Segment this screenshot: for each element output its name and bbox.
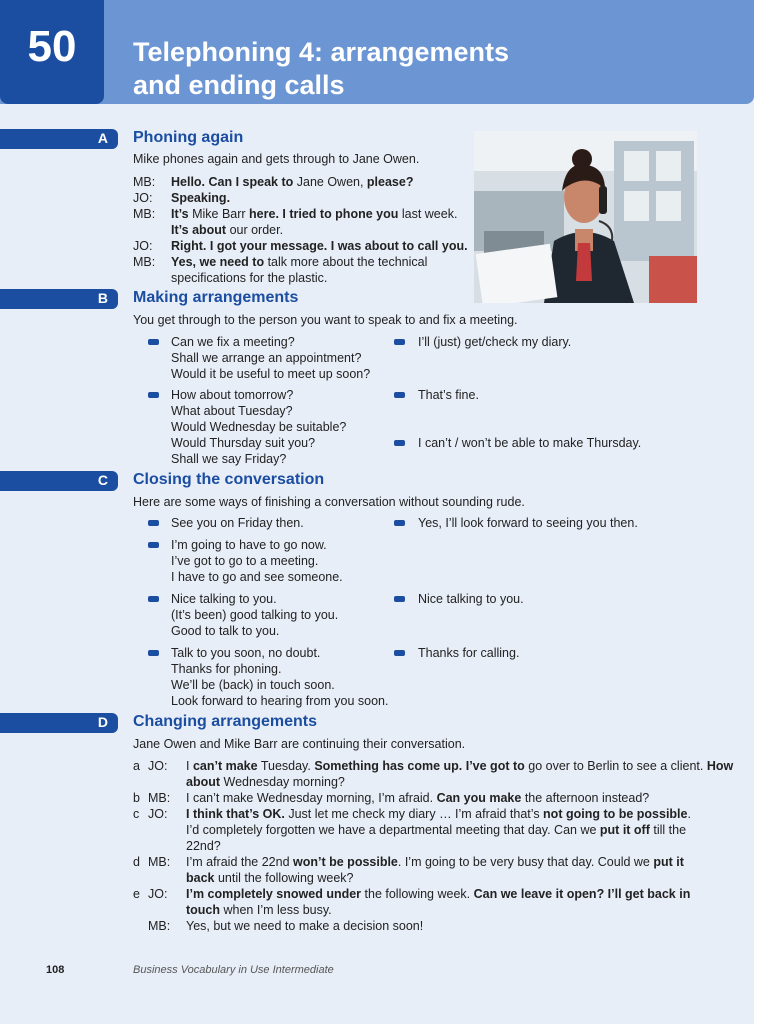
line-label: e [133, 887, 140, 901]
bullet-icon [394, 392, 405, 398]
section-d-title: Changing arrangements [133, 713, 318, 730]
phrase: Would it be useful to meet up soon? [171, 367, 371, 381]
section-b-intro: You get through to the person you want to speak to and fix a meeting. [133, 313, 518, 327]
section-a-intro: Mike phones again and gets through to Jane Owen. [133, 152, 420, 166]
bullet-icon [394, 596, 405, 602]
phrase: Talk to you soon, no doubt. [171, 646, 321, 660]
section-a-title: Phoning again [133, 129, 244, 146]
bullet-icon [148, 596, 159, 602]
book-title: Business Vocabulary in Use Intermediate [133, 964, 334, 976]
dialogue-line: I’m afraid the 22nd won’t be possible. I’m going to be very busy that day. Could we put it [186, 855, 684, 869]
dialogue-line: I can’t make Wednesday morning, I’m afraid. Can you make the afternoon instead? [186, 791, 650, 805]
phrase: I’m going to have to go now. [171, 538, 327, 552]
phrase: Can we fix a meeting? [171, 335, 295, 349]
line-label: a [133, 759, 140, 773]
bullet-icon [148, 520, 159, 526]
bullet-icon [394, 520, 405, 526]
response: Thanks for calling. [418, 646, 520, 660]
bullet-icon [394, 440, 405, 446]
section-c-letter: C [97, 472, 108, 488]
phrase: Nice talking to you. [171, 592, 277, 606]
phrase: Would Thursday suit you? [171, 436, 316, 450]
dialogue-line: 22nd? [186, 839, 221, 853]
woman-on-phone-photo [474, 131, 697, 303]
dialogue-line: I’m completely snowed under the following week. Can we leave it open? I’ll get back in [186, 887, 691, 901]
unit-number: 50 [27, 22, 77, 71]
dialogue-line: It’s Mike Barr here. I tried to phone you last week. [171, 207, 458, 221]
section-a-bar [0, 129, 118, 149]
phrase: How about tomorrow? [171, 388, 294, 402]
line-label: d [133, 855, 140, 869]
unit-number-box [0, 0, 104, 104]
bullet-icon [394, 650, 405, 656]
section-b-letter: B [97, 290, 108, 306]
unit-title-line2: and ending calls [133, 70, 345, 100]
dialogue-line: Yes, we need to talk more about the technical [171, 255, 428, 269]
phrase: We’ll be (back) in touch soon. [171, 678, 335, 692]
bullet-icon [148, 650, 159, 656]
page-edge [754, 0, 766, 1024]
phrase: See you on Friday then. [171, 516, 304, 530]
phrase: (It’s been) good talking to you. [171, 608, 339, 622]
phrase: What about Tuesday? [171, 404, 293, 418]
phrase: Thanks for phoning. [171, 662, 282, 676]
phrase: Good to talk to you. [171, 624, 280, 638]
response: Yes, I’ll look forward to seeing you then. [418, 516, 638, 530]
line-label: c [133, 807, 140, 821]
section-a-letter: A [97, 130, 108, 146]
dialogue-line: It’s about our order. [171, 223, 284, 237]
speaker-label: MB: [148, 919, 171, 933]
speaker-label: JO: [133, 239, 153, 253]
dialogue-line: Hello. Can I speak to Jane Owen, please? [171, 175, 414, 189]
phrase: I’ve got to go to a meeting. [171, 554, 319, 568]
speaker-label: JO: [148, 807, 168, 821]
unit-title-line1: Telephoning 4: arrangements [133, 37, 510, 67]
speaker-label: MB: [133, 175, 156, 189]
bullet-icon [148, 339, 159, 345]
dialogue-line: Speaking. [171, 191, 231, 205]
speaker-label: JO: [133, 191, 153, 205]
section-c-intro: Here are some ways of finishing a conversation without sounding rude. [133, 495, 525, 509]
page-number: 108 [46, 964, 65, 976]
response: I can’t / won’t be able to make Thursday. [418, 436, 642, 450]
speaker-label: MB: [148, 791, 171, 805]
phrase: Shall we say Friday? [171, 452, 287, 466]
section-d-intro: Jane Owen and Mike Barr are continuing their conversation. [133, 737, 466, 751]
dialogue-line: back until the following week? [186, 871, 354, 885]
speaker-label: MB: [148, 855, 171, 869]
speaker-label: JO: [148, 887, 168, 901]
phrase: Would Wednesday be suitable? [171, 420, 347, 434]
phrase: Look forward to hearing from you soon. [171, 694, 389, 708]
section-b-title: Making arrangements [133, 289, 299, 306]
dialogue-line: Yes, but we need to make a decision soon! [186, 919, 424, 933]
section-c-bar [0, 471, 118, 491]
section-c-title: Closing the conversation [133, 471, 325, 488]
dialogue-line: I think that’s OK. Just let me check my diary … I’m afraid that’s not going to be possible. [186, 807, 691, 821]
unit-title [133, 36, 509, 102]
phrase: I have to go and see someone. [171, 570, 343, 584]
speaker-label: JO: [148, 759, 168, 773]
line-label: b [133, 791, 140, 805]
response: I’ll (just) get/check my diary. [418, 335, 572, 349]
dialogue-line: about Wednesday morning? [186, 775, 345, 789]
response: That’s fine. [418, 388, 479, 402]
dialogue-line: Right. I got your message. I was about to call you. [171, 239, 468, 253]
dialogue-line: I can’t make Tuesday. Something has come up. I’ve got to go over to Berlin to see a client. How [186, 759, 734, 773]
speaker-label: MB: [133, 207, 156, 221]
phrase: Shall we arrange an appointment? [171, 351, 362, 365]
section-d-letter: D [97, 714, 108, 730]
response: Nice talking to you. [418, 592, 524, 606]
bullet-icon [394, 339, 405, 345]
bullet-icon [148, 392, 159, 398]
section-b-bar [0, 289, 118, 309]
dialogue-line: touch when I’m less busy. [186, 903, 332, 917]
speaker-label: MB: [133, 255, 156, 269]
bullet-icon [148, 542, 159, 548]
section-d-bar [0, 713, 118, 733]
dialogue-line: I’d completely forgotten we have a departmental meeting that day. Can we put it off till the [186, 823, 687, 837]
dialogue-line: specifications for the plastic. [171, 271, 328, 285]
